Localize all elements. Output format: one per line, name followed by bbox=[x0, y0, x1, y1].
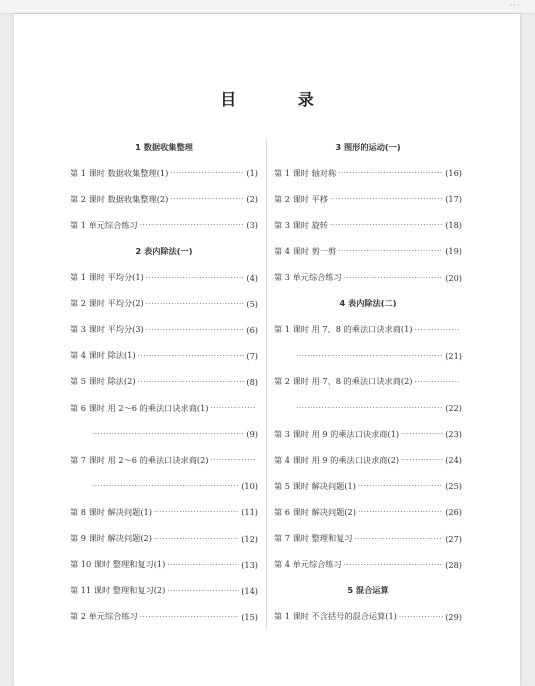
toc-entry[interactable] bbox=[70, 584, 258, 598]
column-divider bbox=[266, 139, 267, 629]
toc-entry[interactable] bbox=[274, 244, 462, 258]
dot-leader bbox=[399, 613, 443, 621]
entry-title: 第 3 课时 旋转 bbox=[274, 219, 328, 230]
dot-leader bbox=[140, 613, 239, 621]
entry-title: 第 4 课时 用 9 的乘法口诀求商(2) bbox=[274, 454, 400, 465]
entry-page-number: (14) bbox=[241, 585, 258, 596]
entry-page-number: (3) bbox=[246, 220, 258, 231]
dot-leader bbox=[138, 352, 245, 360]
entry-page-number: (2) bbox=[246, 194, 258, 205]
toc-section-heading bbox=[70, 244, 258, 258]
entry-title: 第 4 课时 剪一剪 bbox=[274, 245, 337, 256]
entry-page-number: (17) bbox=[445, 194, 462, 205]
dot-leader bbox=[401, 430, 443, 438]
toc-section-heading bbox=[274, 584, 462, 598]
toc-entry[interactable] bbox=[70, 297, 258, 311]
toc-entry[interactable] bbox=[274, 532, 462, 546]
entry-title: 第 1 课时 不含括号的混合运算(1) bbox=[274, 611, 397, 622]
dot-leader bbox=[358, 482, 443, 490]
entry-title: 第 2 课时 平均分(2) bbox=[70, 298, 144, 309]
toc-entry[interactable] bbox=[274, 218, 462, 232]
dot-leader bbox=[330, 195, 443, 203]
entry-title: 第 1 课时 数据收集整理(1) bbox=[70, 167, 169, 178]
dot-leader bbox=[140, 221, 245, 229]
entry-title: 第 1 单元综合练习 bbox=[70, 219, 138, 230]
dot-leader bbox=[330, 221, 443, 229]
dot-leader bbox=[167, 561, 239, 569]
toc-entry[interactable] bbox=[274, 166, 462, 180]
toc-section-heading bbox=[70, 140, 258, 154]
dot-leader bbox=[146, 274, 245, 282]
viewer-toolbar bbox=[0, 0, 535, 14]
toc-section-heading bbox=[274, 297, 462, 311]
entry-page-number: (21) bbox=[445, 350, 462, 361]
entry-title: 第 7 课时 用 2～6 的乘法口诀求商(2) bbox=[70, 454, 209, 465]
toc-entry[interactable] bbox=[274, 192, 462, 206]
toc-entry[interactable] bbox=[274, 453, 462, 467]
dot-leader bbox=[146, 300, 245, 308]
toc-entry[interactable] bbox=[70, 166, 258, 180]
dot-leader bbox=[355, 535, 444, 543]
dot-leader bbox=[344, 274, 443, 282]
section-title: 3 图形的运动(一) bbox=[335, 141, 401, 152]
entry-page-number: (18) bbox=[445, 220, 462, 231]
dot-leader bbox=[92, 430, 244, 438]
entry-title: 第 3 课时 用 9 的乘法口诀求商(1) bbox=[274, 428, 400, 439]
entry-page-number: (24) bbox=[445, 455, 462, 466]
toc-entry[interactable] bbox=[70, 375, 258, 389]
toc-entry[interactable] bbox=[70, 610, 258, 624]
entry-page-number: (4) bbox=[246, 272, 258, 283]
entry-title: 第 2 课时 平移 bbox=[274, 193, 328, 204]
entry-title: 第 6 课时 用 2～6 的乘法口诀求商(1) bbox=[70, 402, 209, 413]
dot-leader bbox=[415, 378, 461, 386]
toc-entry[interactable] bbox=[70, 271, 258, 285]
page-title: 目 录 bbox=[220, 90, 342, 109]
dot-leader bbox=[154, 508, 239, 516]
entry-title: 第 2 课时 用 7、8 的乘法口诀求商(2) bbox=[274, 376, 413, 387]
entry-title: 第 11 课时 整理和复习(2) bbox=[70, 585, 166, 596]
toc-entry[interactable] bbox=[70, 218, 258, 232]
entry-title: 第 1 课时 平均分(1) bbox=[70, 272, 144, 282]
entry-title: 第 4 单元综合练习 bbox=[274, 559, 342, 570]
section-title: 1 数据收集整理 bbox=[135, 141, 193, 152]
dot-leader bbox=[170, 169, 244, 177]
entry-page-number: (22) bbox=[445, 403, 462, 413]
entry-page-number: (11) bbox=[241, 507, 258, 518]
entry-title: 第 2 课时 数据收集整理(2) bbox=[70, 193, 169, 204]
toc-entry[interactable] bbox=[274, 349, 462, 363]
dot-leader bbox=[167, 587, 239, 595]
toc-entry[interactable] bbox=[274, 479, 462, 493]
entry-title: 第 9 课时 解决问题(2) bbox=[70, 533, 152, 543]
toc-entry[interactable] bbox=[274, 427, 462, 441]
entry-page-number: (27) bbox=[445, 533, 462, 544]
toc-entry[interactable] bbox=[274, 401, 462, 415]
entry-page-number: (13) bbox=[241, 559, 258, 570]
entry-page-number: (25) bbox=[445, 481, 462, 492]
dot-leader bbox=[344, 561, 443, 569]
entry-page-number: (6) bbox=[246, 324, 258, 335]
entry-title: 第 3 单元综合练习 bbox=[274, 272, 342, 282]
toc-entry[interactable] bbox=[70, 349, 258, 363]
entry-page-number: (29) bbox=[445, 611, 462, 622]
toc-entry[interactable] bbox=[70, 192, 258, 206]
entry-page-number: (26) bbox=[445, 507, 462, 518]
entry-title: 第 6 课时 解决问题(2) bbox=[274, 506, 356, 517]
entry-page-number: (16) bbox=[445, 168, 462, 179]
toc-entry[interactable] bbox=[274, 271, 462, 285]
toc-entry[interactable] bbox=[70, 453, 258, 467]
toc-entry[interactable] bbox=[70, 427, 258, 441]
toc-entry[interactable] bbox=[70, 532, 258, 546]
toc-entry[interactable] bbox=[70, 505, 258, 519]
entry-page-number: (15) bbox=[241, 611, 258, 622]
entry-title: 第 7 课时 整理和复习 bbox=[274, 533, 353, 543]
entry-title: 第 10 课时 整理和复习(1) bbox=[70, 559, 166, 570]
document-page bbox=[14, 14, 520, 686]
entry-page-number: (1) bbox=[246, 168, 258, 179]
entry-title: 第 1 课时 用 7、8 的乘法口诀求商(1) bbox=[274, 324, 413, 335]
toc-entry[interactable] bbox=[274, 505, 462, 519]
toc-entry[interactable] bbox=[274, 323, 462, 337]
toc-entry[interactable] bbox=[274, 610, 462, 624]
entry-title: 第 5 课时 除法(2) bbox=[70, 376, 136, 387]
dot-leader bbox=[154, 535, 239, 543]
dot-leader bbox=[211, 404, 257, 412]
dot-leader bbox=[211, 456, 257, 464]
entry-title: 第 1 课时 轴对称 bbox=[274, 167, 337, 178]
entry-page-number: (20) bbox=[445, 272, 462, 283]
dot-leader bbox=[146, 326, 245, 334]
dot-leader bbox=[358, 508, 443, 516]
more-options-icon[interactable]: ··· bbox=[509, 1, 521, 11]
section-title: 2 表内除法(一) bbox=[135, 245, 193, 256]
entry-page-number: (10) bbox=[241, 481, 258, 492]
section-title: 4 表内除法(二) bbox=[339, 298, 397, 309]
dot-leader bbox=[296, 352, 443, 360]
entry-page-number: (8) bbox=[246, 376, 258, 387]
entry-page-number: (9) bbox=[246, 429, 258, 440]
dot-leader bbox=[338, 247, 443, 255]
entry-title: 第 8 课时 解决问题(1) bbox=[70, 506, 152, 517]
section-title: 5 混合运算 bbox=[347, 585, 389, 596]
entry-page-number: (12) bbox=[241, 533, 258, 544]
toc-entry[interactable] bbox=[70, 479, 258, 493]
entry-page-number: (23) bbox=[445, 429, 462, 440]
entry-title: 第 4 课时 除法(1) bbox=[70, 350, 136, 361]
toc-entry[interactable] bbox=[70, 558, 258, 572]
dot-leader bbox=[415, 326, 461, 334]
entry-page-number: (19) bbox=[445, 246, 462, 257]
entry-page-number: (28) bbox=[445, 559, 462, 570]
dot-leader bbox=[338, 169, 443, 177]
toc-entry[interactable] bbox=[70, 401, 258, 415]
dot-leader bbox=[296, 404, 443, 412]
entry-title: 第 3 课时 平均分(3) bbox=[70, 324, 144, 335]
toc-entry[interactable] bbox=[274, 375, 462, 389]
dot-leader bbox=[401, 456, 443, 464]
dot-leader bbox=[170, 195, 244, 203]
dot-leader bbox=[92, 482, 239, 490]
entry-page-number: (7) bbox=[246, 350, 258, 361]
toc-section-heading bbox=[274, 140, 462, 154]
toc-entry[interactable] bbox=[274, 558, 462, 572]
entry-page-number: (5) bbox=[246, 298, 258, 309]
dot-leader bbox=[138, 378, 245, 386]
entry-title: 第 2 单元综合练习 bbox=[70, 611, 138, 622]
toc-entry[interactable] bbox=[70, 323, 258, 337]
entry-title: 第 5 课时 解决问题(1) bbox=[274, 480, 356, 491]
